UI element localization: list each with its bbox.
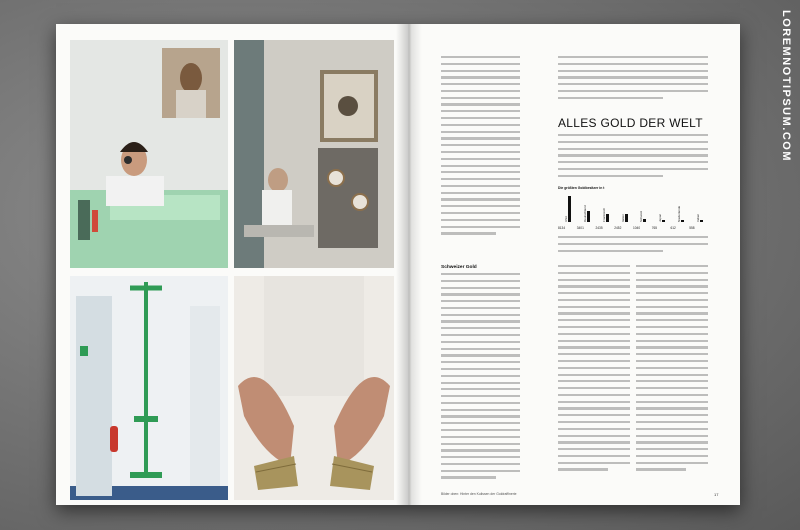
chart-category-label: Frankreich [601, 207, 606, 222]
side-watermark-url: LOREMNOTIPSUM.COM [780, 10, 792, 162]
section-subheading: Schweizer Gold [441, 265, 477, 270]
photo-hands-with-gold [234, 276, 394, 500]
chart-bar [681, 220, 684, 222]
chart-category-label: Schweiz [639, 210, 644, 222]
infobox-body-lines [558, 134, 708, 182]
chart-category-label: Italien [620, 213, 625, 222]
left-page-column-lower [441, 273, 520, 495]
spread-gutter [396, 24, 422, 505]
photo-laboratory-man [234, 40, 394, 268]
right-page-top-lines [558, 56, 708, 108]
chart-bar [643, 219, 646, 222]
chart-bar [662, 220, 665, 222]
chart-bar [625, 214, 628, 222]
chart-value-label: 612 [670, 226, 676, 230]
chart-value-label: 558 [689, 226, 695, 230]
chart-bar [700, 220, 703, 222]
chart-value-label: 8134 [558, 226, 566, 230]
chart-bar [587, 211, 590, 222]
left-page-column-upper [441, 56, 520, 260]
chart-value-label: 3401 [576, 226, 584, 230]
photo-safety-shower [70, 276, 228, 500]
page-number: 17 [714, 492, 719, 497]
footer-caption: Bilder oben: Hinter den Kulissen der Goldraffinerie [441, 492, 517, 496]
chart-value-label: 765 [651, 226, 658, 230]
chart-category-label: Niederlande [676, 205, 681, 222]
chart-value-label: 2435 [595, 226, 603, 230]
chart-category-label: Indien [695, 213, 700, 222]
photo-woman-with-loupe [70, 40, 228, 268]
chart-category-label: Deutschland [583, 205, 588, 222]
chart-bar [568, 196, 571, 222]
chart-value-label: 1040 [633, 226, 641, 230]
chart-heading: Die größten Goldbesitzer in t [558, 186, 605, 190]
chart-value-label: 2452 [614, 226, 622, 230]
right-page-column-right [636, 265, 708, 489]
chart-bar [606, 214, 609, 222]
infobox-note-lines [558, 236, 708, 258]
chart-category-label: Japan [658, 213, 663, 222]
gold-holdings-bar-chart [558, 192, 708, 232]
right-page-column-left [558, 265, 630, 489]
infobox-title: ALLES GOLD DER WELT [558, 116, 703, 130]
chart-category-label: USA [564, 215, 569, 222]
